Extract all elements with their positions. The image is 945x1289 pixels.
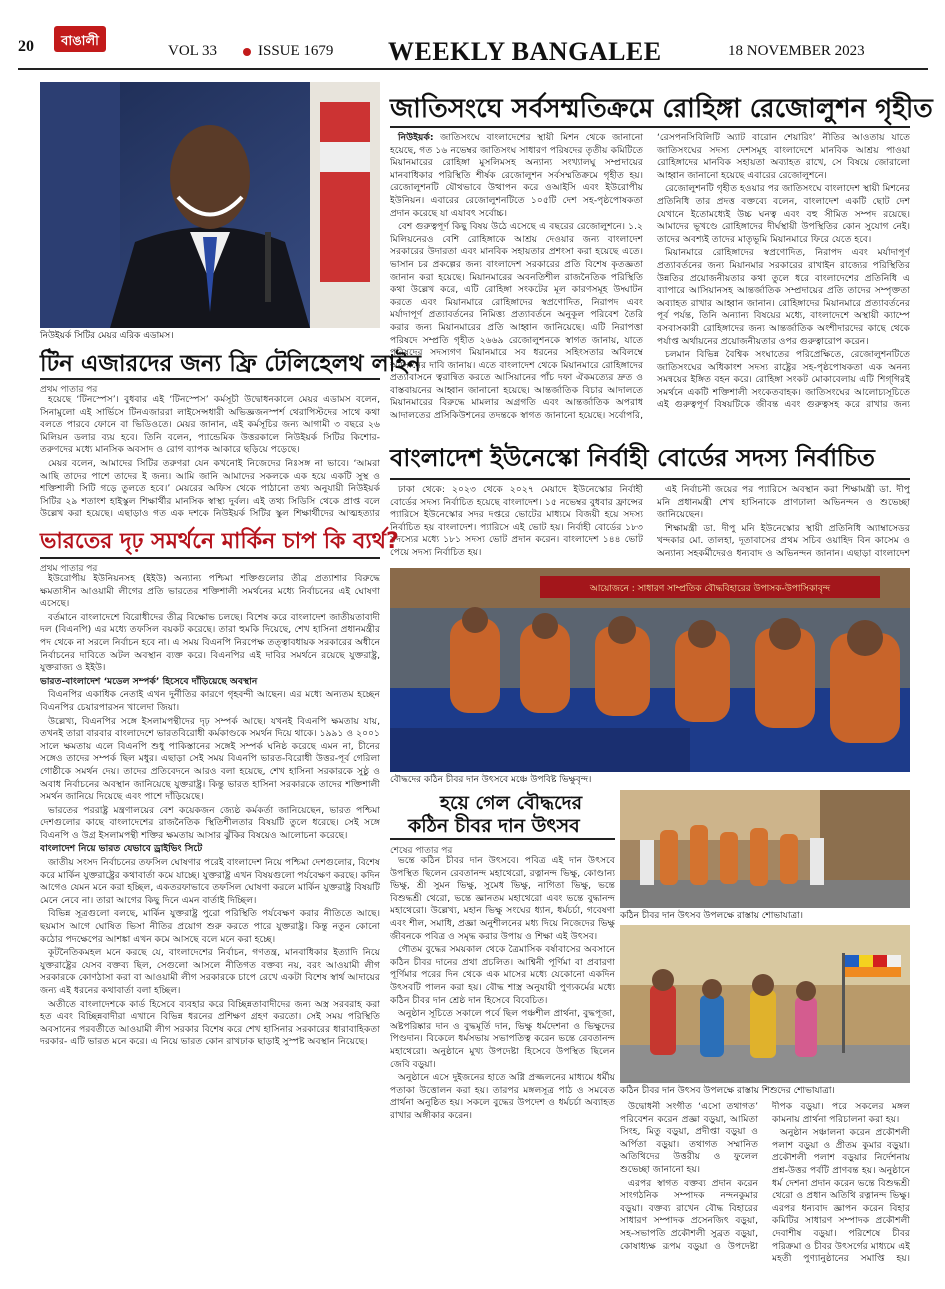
us-pressure-headline: ভারতের দৃঢ় সমর্থনে মার্কিন চাপ কি ব্যর্থ? [40,529,399,554]
rohingya-paragraph: বেশ গুরুত্বপূর্ণ কিছু বিষয় উঠে এসেছে এ বছরের রেজোলুশনে। ১.২ মিলিয়নেরও বেশি রোহিঙ্গাকে আশ্রয় দেওয়ার জন্য বাংলাদেশ সরকারের উদারতা এবং মানবিক সহায়তার প্রশংসা করা হয়েছে এতে। ভাসান চর প্রকল্পের জন্য বাংলাদেশ সরকারের প্রতি বিশেষ কৃতজ্ঞতা জানান করা হয়েছে। মিয়ানমারের অবনতিশীল রাজনৈতিক পরিস্থিতি কথা উল্লেখ করে, এটি রোহিঙ্গা সংকটের মূল কারণসমূহ উদ্ঘাটন করতে এবং মিয়ানমারে রোহিঙ্গাদের স্বপ্রণোদিত, নিরাপদ এবং মর্যাদাপূর্ণ প্রত্যাবর্তনের নিমিত্ত্য প্রত্যাবর্তনে অনুকূল পরিবেশ তৈরি করার জন্য মিয়ানমারের প্রতি আহ্বান জানিয়েছে। এটি নিরাপত্তা পরিষদে সম্প্রতি গৃহীত ২৬৬৯ রেজোলুশনকে স্বাগত জানায়, যাতে পরিষদের সদস্যগণ মিয়ানমারে সব ধরনের সহিংসতার অবিলম্বে অবসানের দাবি জানায়। এতে বাংলাদেশ থেকে মিয়ানমারে রোহিঙ্গাদের প্রত্যাবাসনে ত্বরান্বিত করতে আসিয়ানের পাঁচ দফা ঐকমত্যের দ্রুত ও বাস্তবায়নের আহ্বান জানানো হয়েছে। আন্তর্জাতিক বিচার আদালতে মিয়ানমারের বিরুদ্ধে মামলার অগ্রগতি এবং আন্তর্জাতিক অপরাধ আদালতের প্রসিকিউশনের তদন্তকে স্বাগত জানানো হয়েছে। সর্বোপরি, ‘রেসপনসিবিলিটি অ্যাট বারোন শেয়ারিং’ নীতির আওতায় যাতে জাতিসংঘের সদস্য দেশসমূহ বাংলাদেশে মানবিক আশ্রয় পাওয়া রোহিঙ্গাদের মানবিক সহায়তা অব্যাহত রাখে, সে বিষয়ে জোরালো আহ্বান জানানো হয়েছে এবারের রেজোলুশনে। [390,132,910,422]
mayor-photo [40,82,380,328]
monks-banner-text: আয়োজনে : সাধারণ সাম্প্রতিক বৌদ্ধবিহারের উপাসক-উপাসিকাবৃন্দ [589,584,831,594]
separator-dot [243,48,251,56]
paper-name: WEEKLY BANGALEE [388,37,662,66]
procession-photo [620,790,910,908]
buddhist-paragraph: অনুষ্ঠান সূচিতে সকালে পর্বে ছিল পঞ্চশীল প্রার্থনা, বুদ্ধপূজা, অষ্টপরিষ্কার দান ও বুদ্ধমূর্তি দান, ভিক্ষু ধর্মদেশনা ও ভিক্ষুদের পিণ্ডদান। বিকেলে ধর্মসভায় সভাপতিত্ব করেন ভন্তে রেবতানন্দ মহাথেরো। অনুষ্ঠানে মুখ্য উপদেষ্টা হিসেবে উপস্থিত ছিলেন জেবি বড়ুয়া। [390,1008,615,1070]
rohingya-paragraph: চলমান বিভিন্ন বৈশ্বিক সংঘাতের পরিপ্রেক্ষিতে, রেজোলুশনটিতে জাতিসংঘের অধিকাংশ সদস্য রাষ্ট্রের সহ-পৃষ্ঠপোষকতা এক অনন্য সমন্বয়ের ইঙ্গিত বহন করে। রোহিঙ্গা সংকট মোকাবেলায় এটি শিগ্‌গিরই সমর্থনে একটি শক্তিশালী সংকেতবাহক। জাতিসংঘের আলোচ্যসূচিতে এই গুরুত্বপূর্ণ বিষয়টিকে জীবন্ত এবং গুরুত্বসহ করে রাখার জন্য [657,349,910,411]
buddhist-paragraph: গৌতম বুদ্ধের সময়কাল থেকে ত্রৈমাসিক বর্ষাবাসের অবসানে কঠিন চীবর দানের প্রথা প্রচলিত। আশ্বিনী পূর্ণিমা বা প্রবারণা পূর্ণিমার পরের দিন থেকে এক মাসের মধ্যে যেকোনো একদিন উৎসবটি পালন করা হয়। বৌদ্ধ শাস্ত্র অনুযায়ী পুণ্যকর্মের মধ্যে কঠিন চীবর দান শ্রেষ্ঠ দান হিসেবে বিবেচিত। [390,944,615,1006]
buddhist-paragraph: উদ্বোধনী সংগীত ‘এসো তথাগত’ পরিবেশন করেন প্রজ্ঞা বড়ুয়া, আমিতা সিংহ, মিতু বড়ুয়া, প্রদীপ্তা বড়ুয়া ও অর্পিতা বড়ুয়া। তথাগত সম্মানিত অতিথিদের উত্তরীয় ও ফুলেল শুভেচ্ছা জানানো হয়। [620,1101,758,1175]
procession-photo-caption: কঠিন চীবর দান উৎসব উপলক্ষে রাস্তায় শোভাযাত্রা। [620,911,803,921]
us-pressure-subheading: ভারত-বাংলাদেশ ‘মডেল সম্পর্ক’ হিসেবে দাঁড়িয়েছে অবস্থান [40,675,258,687]
us-pressure-paragraph: কূটনৈতিকমহল মনে করছে যে, বাংলাদেশের নির্বাচন, গণতন্ত্র, মানবাধিকার ইত্যাদি নিয়ে যুক্তরাষ্ট্রের যেসব বক্তব্য ছিল, সেগুলো আসলে নীতিগত বক্তব্য নয়, বরং আওয়ামী লীগ সরকারকে কোণঠাসা করা বা আওয়ামী লীগ সরকারকে চাপে রেখে একটা বিশেষ স্বার্থ আদায়ের জন্য এই ধরনের কথাবার্তা বলা হচ্ছিল। [40,947,380,996]
us-pressure-paragraph: অতীতে বাংলাদেশকে কার্ড হিসেবে ব্যবহার করে বিচ্ছিন্নতাবাদীদের জন্য অস্ত্র সরবরাহ করা হত এবং বিচ্ছিন্নবাদীরা এখানে বিভিন্ন ধরনের প্রশিক্ষণ গ্রহণ করতো। সেই সময় পরিস্থিতি অবসানের পরবর্তীতে আওয়ামী লীগ সরকার বিশেষ করে শেখ হাসিনার সরকারের ধারাবাহিকতা দরকার- এটি ভারত মনে করে। এ নিয়ে ভারত কোন রাখঢাক ছাড়াই সুস্পষ্ট অবস্থান নিয়েছে। [40,998,380,1048]
telehealth-paragraph: হয়েছে ‘টিনস্পেস’। বুধবার এই ‘টিনস্পেস’ কর্মসূচী উদ্বোধনকালে মেয়র এডামস বলেন, সিনামুলো এই সার্ভিসে টিনএজাররা লাইসেন্সধারী অভিজ্ঞজনস্পর্শ থেরাপিস্টদের সাথে কথা বলতে পারবে ফোনে বা ভিডিওতে। মেয়র জানান, এই কর্মসূচির জন্য আগামী ৩ বছরে ২৬ মিলিয়ন ডলার ব্যয় হবে। তিনি বলেন, প্যান্ডেমিক উত্তরকালে নিউইয়র্ক সিটির কিশোর-তরুণদের মধ্যে মানসিক অবসাদ ও রোগ ব্যাপক আকারে ছড়িয়ে পড়েছে। [40,394,380,456]
monks-photo-caption: বৌদ্ধদের কঠিন চীবর দান উৎসবে মঞ্চে উপবিষ্ট ভিক্ষুবৃন্দ। [390,775,592,785]
us-pressure-paragraph: জাতীয় সংসদ নির্বাচনের তফসিল ঘোষণার পরেই বাংলাদেশ নিয়ে পশ্চিমা দেশগুলোর, বিশেষ করে মার্কিন যুক্তরাষ্ট্রের কথাবার্তা কমে যাচ্ছে। যুক্তরাষ্ট্র এখন বিষয়গুলো পর্যবেক্ষণ করছে। কদিন আগেও যেমন মনে করা হচ্ছিল, একতরফাভাবে তফসিল ঘোষণা করলে মার্কিন যুক্তরাষ্ট্র বিষয়টি মেনে নেবে না। তারা আগের কিছু দিনে এমন বার্তাই দিচ্ছিল। [40,857,380,906]
us-pressure-paragraph: বিভিন্ন সূত্রগুলো বলছে, মার্কিন যুক্তরাষ্ট্র পুরো পরিস্থিতি পর্যবেক্ষণ করার নীতিতে আছে। ছয়মাস আগে ঘোষিত ভিসা নীতির প্রয়োগ শুরু করতে পারে যুক্তরাষ্ট্র। কিন্তু নতুন কোনো কঠোর পদক্ষেপের আশঙ্কা এখন কমে আসছে বলে মনে করা হচ্ছে। [40,908,380,945]
buddhist-paragraph: ভন্তে কঠিন চীবর দান উৎসবে। পবিত্র এই দান উৎসবে উপস্থিত ছিলেন রেবতানন্দ মহাথেরো, রত্নানন্দ ভিক্ষু, কোণ্ডান্য ভিক্ষু, শ্রী সুমন ভিক্ষু, সুমেধ ভিক্ষু, নাগিতা ভিক্ষু, ভন্তে বিশুদ্ধশ্রী থেরো, ভন্তে জ্ঞানতম মহাথেরো এবং ভন্তে বুদ্ধানন্দ মহাথেরো। উল্লেখ্য, মহান ভিক্ষু সংঘের ধ্যান, ধর্মচর্চা, গবেষণা এবং শীল, সমাধি, প্রজ্ঞা অনুশীলনের মধ্য দিয়ে নিজেদের ভিক্ষু জীবনকে পবিত্র ও সমৃদ্ধ করার উপায় ও শিক্ষা এই উৎসব। [390,855,615,942]
telehealth-paragraph: মেয়র বলেন, আমাদের সিটির তরুণরা যেন কখনোই নিজেদের নিঃসঙ্গ না ভাবে। ‘আমরা আছি তাদের পাশে তাদের ই জন্য। আমি জানি আমাদের সকলকে এক হয়ে একটি সুস্থ ও শক্তিশালী সিটি গড়ে তুলতে হবে।’ মেয়রের অফিস থেকে পাঠানো তথ্য অনুযায়ী নিউইয়র্ক সিটির ২৯ শতাংশ হাইস্কুল শিক্ষার্থীর মানসিক স্বাস্থ্য দুর্বল। এই তথ্য সিডিসি থেকে প্রাপ্ত বলে উল্লেখ করা হয়েছে। এছাড়াও গত এক দশকে নিউইয়র্ক সিটির স্কুল শিক্ষার্থীদের আত্মহত্যার [40,457,380,520]
buddhist-headline-line2: কঠিন চীবর দান উৎসব [408,815,580,837]
rohingya-body [390,132,910,430]
buddhist-body-col2 [620,1101,910,1271]
rohingya-headline: জাতিসংঘে সর্বসম্মতিক্রমে রোহিঙ্গা রেজোলুশন গৃহীত [390,94,933,124]
rohingya-dateline: নিউইয়র্ক: [398,132,434,143]
mayor-photo-caption: নিউইয়র্ক সিটির মেয়র এরিক এডামস। [40,331,174,341]
buddhist-paragraph: অনুষ্ঠানে এসে দুইজনের হাতে অগ্নি প্রজ্জলনের মাধ্যমে ধর্মীয় পতাকা উত্তোলন করা হয়। তারপর মঙ্গলসূত্র পাঠ ও সমবেত প্রার্থনা অনুষ্ঠিত হয়। সকলে বুদ্ধের উপদেশ ও ধর্মচর্চা অব্যাহত রাখার অঙ্গীকার করেন। [390,1072,615,1121]
rohingya-paragraph: জাতিসংঘে বাংলাদেশের স্থায়ী মিশন থেকে জানানো হয়েছে, গত ১৬ নভেম্বর জাতিসংঘ সাধারণ পরিষদের তৃতীয় কমিটিতে মিয়ানমারের রোহিঙ্গা মুসলিমসহ অন্যান্য সংখ্যালঘু সম্প্রদায়ের মানবাধিকার পরিস্থিতি শীর্ষক রেজোলুশন সর্বসম্মতিক্রমে গৃহীত হয়। রেজোলুশনটি যৌথভাবে উত্থাপন করে ওআইসি এবং ইউরোপীয় ইউনিয়ন। এবারের রেজোলুশনটিতে ১০৫টি দেশ সহ-পৃষ্ঠপোষকতা প্রদান করেছে যা এযাবৎ সর্বোচ্চ। [390,132,644,219]
us-pressure-paragraph: ইউরোপীয় ইউনিয়নসহ (ইইউ) অন্যান্য পশ্চিমা শক্তিগুলোর তীব্র প্রত্যাশার বিরুদ্ধে ক্ষমতাসীন আওয়ামী লীগের প্রতি ভারতের শক্তিশালী সমর্থনের মধ্যে নির্বাচনের এই ঘোষণা এসেছে। [40,573,380,610]
newspaper-logo [50,16,110,60]
issue-label: ISSUE 1679 [258,43,334,59]
children-procession-photo [620,925,910,1083]
masthead [18,10,928,70]
unesco-headline: বাংলাদেশ ইউনেস্কো নির্বাহী বোর্ডের সদস্য নির্বাচিত [390,444,875,472]
us-pressure-rule [40,557,380,559]
rohingya-paragraph: রেজোলুশনটি গৃহীত হওয়ার পর জাতিসংঘে বাংলাদেশ স্থায়ী মিশনের প্রতিনিধি তার প্রদত্ত বক্তব্যে বলেন, বাংলাদেশ একটি ছোট দেশ যেখানে ইতোমধ্যেই উচ্চ ঘনত্ব এবং বহু সীমিত সম্পদ রয়েছে। আমাদের ভূখণ্ডে রোহিঙ্গাদের দীর্ঘস্থায়ী উপস্থিতির কোন সুযোগ নেই। তাদের অবশ্যই তাদের মাতৃভূমি মিয়ানমারে ফিরে যেতে হবে। [657,183,910,245]
unesco-paragraph: শিক্ষামন্ত্রী ডা. দীপু মনি ইউনেস্কোর স্থায়ী প্রতিনিধি অ্যাম্বাসেডর খন্দকার মো. তালহা, দূতাবাসের প্রথম সচিব ওয়াহিদ বিন কাসেম ও অন্যান্য সহকর্মীদেরও ধন্যবাদ ও অভিনন্দন জানান। এছাড়া বাংলাদেশ [657,522,910,559]
page-number: 20 [18,38,34,55]
rohingya-paragraph: মিয়ানমারে রোহিঙ্গাদের স্বপ্রণোদিত, নিরাপদ এবং মর্যাদাপূর্ণ প্রত্যাবর্তনের জন্য মিয়ানমার সরকারের রাখাইন রাজ্যের পরিস্থিতির উন্নতির প্রয়োজনীয়তার কথা তুলে ধরে বাংলাদেশের প্রতিনিধি এ ব্যাপারে আসিয়ানসহ আন্তর্জাতিক সম্প্রদায়ের প্রতি তাদের সম্পৃক্ততা অব্যাহত রাখার আহ্বান জানান। রোহিঙ্গাদের মিয়ানমারে প্রত্যাবর্তনের পূর্ব পর্যন্ত, তিনি অন্যান্য বিষয়ের মধ্যে, বাংলাদেশে অস্থায়ী ক্যাম্পে বসবাসকারী রোহিঙ্গাদের জন্য আন্তর্জাতিক অংশীদারদের কাছে থেকে পর্যাপ্ত অর্থায়নের প্রয়োজনীয়তার ওপর গুরুত্বারোপ করেন। [657,247,910,347]
buddhist-paragraph: এরপর স্বাগত বক্তব্য প্রদান করেন সাংগঠনিক সম্পাদক নন্দনকুমার বড়ুয়া। বক্তব্য রাখেন বৌদ্ধ বিহারের সাধারণ সম্পাদক প্রসেনজিৎ বড়ুয়া, সহ-সভাপতি প্রকৌশলী সুব্রত বড়ুয়া, কোষাধ্যক্ষ রূপম বড়ুয়া ও উপদেষ্টা দীপক বড়ুয়া। পরে সকলের মঙ্গল কামনায় প্রার্থনা পরিচালনা করা হয়। [620,1101,910,1252]
us-pressure-paragraph: বর্তমানে বাংলাদেশে বিরোধীদের তীব্র বিক্ষোভ চলছে। বিশেষ করে বাংলাদেশ জাতীয়তাবাদী দল (বিএনপি) এর মধ্যে তফসিল বয়কট করেছে। তারা হুমকি দিয়েছে, শেখ হাসিনা প্রধানমন্ত্রীর পদ থেকে না সরলে নির্বাচন হবে না। এ সময় বিএনপি নিরপেক্ষ তত্ত্বাবধায়ক সরকারের অধীনে নির্বাচনের দাবিতে অটল অবস্থান ব্যক্ত করে। বিএনপির এই দাবির সমর্থনে রয়েছে যুক্তরাষ্ট্র, যুক্তরাজ্য ও ইইউ। [40,611,380,674]
volume-label: VOL 33 [168,43,218,59]
telehealth-rule [40,378,380,380]
logo-text: বাঙালী [61,34,99,49]
telehealth-body [40,394,380,520]
unesco-paragraph: ঢাকা থেকে: ২০২৩ থেকে ২০২৭ মেয়াদে ইউনেস্কোর নির্বাহী বোর্ডের সদস্য নির্বাচিত হয়েছে বাংলাদেশ। ১৫ নভেম্বর বুধবার ফ্রান্সের প্যারিসে ইউনেস্কোর সদর দপ্তরে ভোটের মাধ্যমে বিজয়ী হয়ে সদস্য নির্বাচিত হয় বাংলাদেশ। প্যারিসে এই ভোট হয়। নির্বাহী বোর্ডের ১৮৩ সদস্যের মধ্যে ১৮১ সদস্য ভোট প্রদান করেন। বাংলাদেশ ১৪৪ ভোট পেয়ে সদস্য নির্বাচিত হয়। [390,484,643,558]
unesco-body [390,484,910,564]
children-procession-caption: কঠিন চীবর দান উৎসব উপলক্ষে রাস্তায় শিশুদের শোভাযাত্রা। [620,1086,835,1096]
us-pressure-subheading: বাংলাদেশ নিয়ে ভারত যেভাবে ড্রাইভিং সিটে [40,843,203,855]
rohingya-rule [390,126,910,128]
buddhist-body-col1 [390,855,615,1260]
unesco-rule [390,478,910,480]
buddhist-paragraph: অনুষ্ঠান সঞ্চালনা করেন প্রকৌশলী পলাশ বড়ুয়া ও প্রীতম কুমার বড়ুয়া। প্রকৌশলী পলাশ বড়ুয়ার নির্দেশনায় প্রশ্ন-উত্তর পর্বটি প্রাণবন্ত হয়। অনুষ্ঠানে ধর্ম দেশনা প্রদান করেন ভন্তে বিশুদ্ধশ্রী থেরো ও প্রধান অতিথি রত্নানন্দ ভিক্ষু। এরপর ধন্যবাদ জ্ঞাপন করেন বিহার কমিটির সাধারণ সম্পাদক প্রকৌশলী দেবাশীষ বড়ুয়া। পরিশেষে চীবর পরিক্রমা ও চীবর উৎসর্গের মাধ্যমে এই মহতী পুণ্যানুষ্ঠানের সমাপ্তি হয়। [772,1127,910,1265]
telehealth-headline: টিন এজারদের জন্য ফ্রি টেলিহেলথ লাইন [40,351,421,377]
buddhist-subhead: শেষের পাতার পর [390,846,453,856]
us-pressure-paragraph: উল্লেখ্য, বিএনপির সঙ্গে ইসলামপন্থীদের দৃঢ় সম্পর্ক আছে। যখনই বিএনপি ক্ষমতায় যায়, তখনই তারা বারবার বাংলাদেশে ভারতবিরোধী কর্মকাণ্ডকে সমর্থন দিয়ে থাকে। ১৯৯১ ও ২০০১ সালে ক্ষমতায় এলে বিএনপি শুধু পাকিস্তানের সঙ্গেই সম্পর্ক ঘনিষ্ঠ করেছে এমন না, চীনের সঙ্গেও তাদের সম্পর্ক ছিল মধুর। এছাড়া সেই সময় বিএনপি ভারত-বিরোধী উত্তর-পূর্ব গেরিলা গোষ্ঠীকে সমর্থন দেয়। তাদের প্রতিবেদনে আরও বলা হয়েছে, শেখ হাসিনা সরকারকে সুষ্ঠু ও অবাধ নির্বাচনের অবস্থান জানিয়েছে যুক্তরাষ্ট্র। কিন্তু ভারত হাসিনা সরকারকে তাদের শক্তিশালী সমর্থন জানিয়ে দিয়েছে এবং পাশে দাঁড়িয়েছে। [40,715,380,803]
us-pressure-paragraph: বিএনপির একাধিক নেতাই এখন দুর্নীতির কারণে গৃহবন্দী আছেন। এর মধ্যে অন্যতম হচ্ছেন বিএনপির চেয়ারপারসন খালেদা জিয়া। [40,689,380,713]
unesco-paragraph: এই নির্বাচনী জয়ের পর প্যারিসে অবস্থান করা শিক্ষামন্ত্রী ডা. দীপু মনি প্রধানমন্ত্রী শেখ হাসিনাকে প্রাণঢালা অভিনন্দন ও শুভেচ্ছা জানিয়েছেন। [657,484,910,521]
monks-photo [390,568,910,772]
us-pressure-paragraph: ভারতের পররাষ্ট্র মন্ত্রণালয়ের বেশ কয়েকজন জ্যেষ্ঠ কর্মকর্তা জানিয়েছেন, ভারত পশ্চিমা দেশগুলোর কাছে বাংলাদেশের রাজনৈতিক স্থিতিশীলতার বিষয়টি তুলে ধরেছে। সেই সঙ্গে বিএনপি ও উগ্র ইসলামপন্থী শক্তির ক্ষমতায় আসার ঝুঁকির বিষয়েও আলোচনা করেছে। [40,804,380,841]
buddhist-headline-line1: হয়ে গেল বৌদ্ধদের [440,792,583,814]
us-pressure-subhead: প্রথম পাতার পর [40,564,98,574]
telehealth-subhead: প্রথম পাতার পর [40,385,98,395]
issue-date: 18 NOVEMBER 2023 [728,43,865,59]
buddhist-rule [390,838,615,840]
us-pressure-body [40,573,380,1273]
